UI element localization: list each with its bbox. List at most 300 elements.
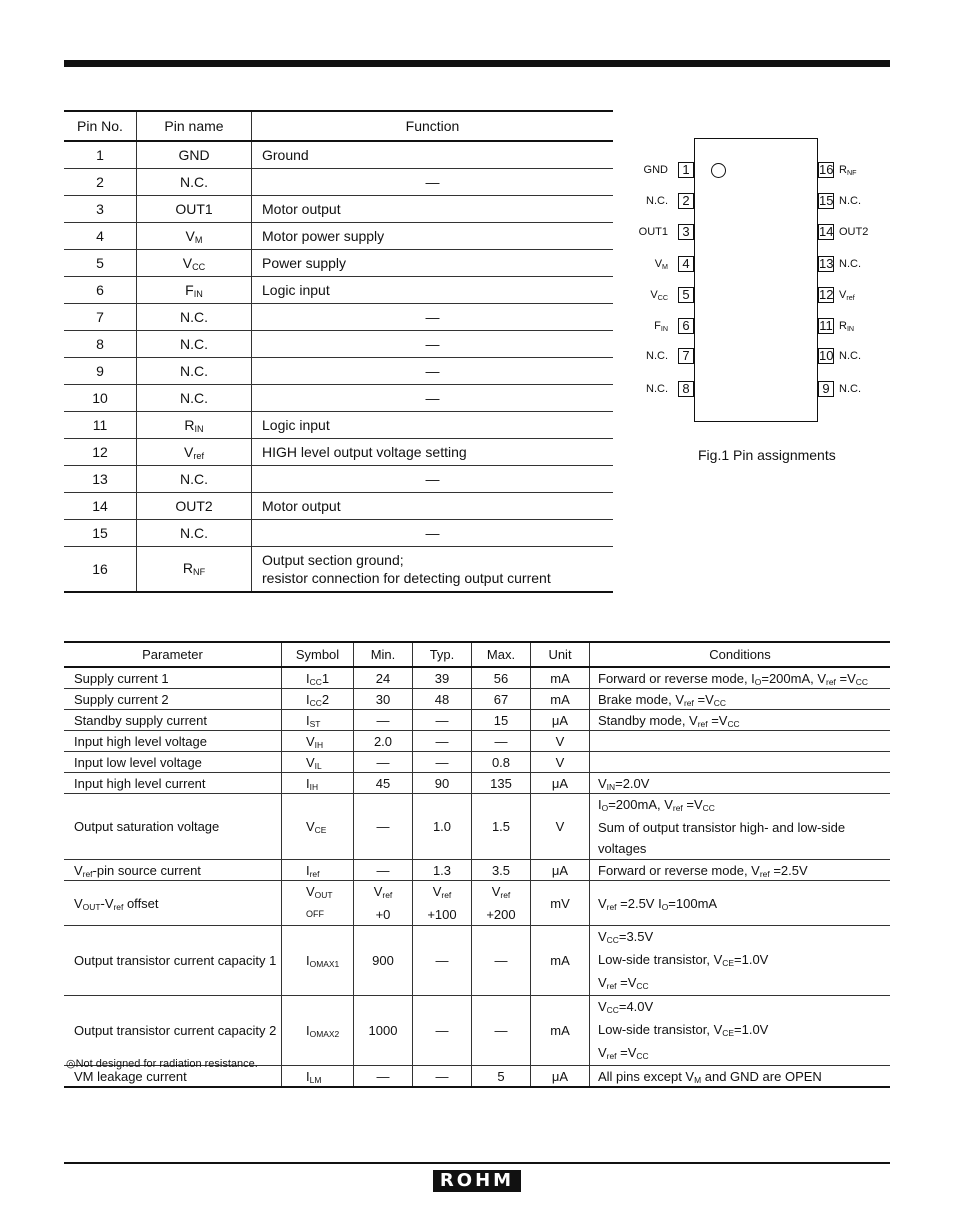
pin-row <box>64 277 613 304</box>
unit: μA <box>531 773 590 794</box>
pin-number-box: 5 <box>678 287 694 303</box>
pin-number: 10 <box>64 385 137 412</box>
bottom-rule <box>64 1162 890 1164</box>
rohm-logo: ROHM <box>433 1170 521 1192</box>
condition-line <box>598 949 890 972</box>
unit: V <box>531 752 590 773</box>
conditions <box>590 731 891 752</box>
condition-line <box>598 1069 822 1084</box>
symbol-sym-main: I <box>306 691 310 707</box>
conditions <box>590 752 891 773</box>
elec-row <box>64 860 890 881</box>
header-symbol: Symbol <box>282 642 354 667</box>
param-param-main: V <box>74 862 83 878</box>
condition-cond-l3-sub: ref <box>606 1051 617 1061</box>
value-min: 2.0 <box>354 731 413 752</box>
value-typ: — <box>413 731 472 752</box>
param-name <box>64 860 282 881</box>
pin-label-label-main: R <box>839 164 847 176</box>
pin-function: Motor output <box>252 493 614 520</box>
condition-cond: Forward or reverse mode, I <box>598 670 755 686</box>
pin-label-label-sub: M <box>662 263 668 271</box>
pin-number: 16 <box>92 561 108 577</box>
header-function: Function <box>252 111 614 141</box>
value-min: 1000 <box>354 996 413 1066</box>
max-line2: +200 <box>486 907 516 922</box>
pin-name-name-sub: CC <box>192 262 206 272</box>
symbol <box>282 926 354 996</box>
condition-cond-tail2: =100mA <box>668 895 718 911</box>
pin-name: GND <box>137 141 252 169</box>
pin-name: N.C. <box>137 169 252 196</box>
param-param-sub: ref <box>82 868 93 879</box>
pin-name-name-sub: NF <box>193 567 206 577</box>
condition-cond-tail: =2.5V I <box>616 895 662 911</box>
pin-row <box>64 466 613 493</box>
pin-function: Logic input <box>252 277 614 304</box>
pin-label-label-main: V <box>839 289 847 301</box>
symbol <box>282 1066 354 1088</box>
header-unit: Unit <box>531 642 590 667</box>
elec-table-header <box>64 642 890 667</box>
param-param-sub2: ref <box>113 901 124 912</box>
value-max: 5 <box>472 1066 531 1088</box>
pin-function: — <box>252 466 614 493</box>
pin-row <box>64 196 613 223</box>
pin-label-label-main: R <box>839 320 847 332</box>
symbol-sym-sub: CC <box>309 697 322 708</box>
conditions <box>590 881 891 926</box>
pin-label: OUT2 <box>839 226 869 238</box>
pin-label: N.C. <box>646 350 668 362</box>
param-name: VM leakage current <box>74 1068 187 1084</box>
pin-label-label-main: V <box>654 258 663 270</box>
header-conditions: Conditions <box>590 642 891 667</box>
symbol <box>282 881 354 926</box>
condition-cond-l1-sub: CC <box>606 935 619 945</box>
param-name: Output saturation voltage <box>64 794 282 860</box>
pin-row <box>64 358 613 385</box>
value-min: 30 <box>354 689 413 710</box>
min-line2: +0 <box>375 907 391 922</box>
elec-row <box>64 773 890 794</box>
symbol <box>282 667 354 689</box>
condition-cond-sub3: CC <box>855 676 868 687</box>
pin-number-box: 7 <box>678 348 694 364</box>
electrical-characteristics-table <box>64 641 890 1088</box>
pin-name: N.C. <box>137 385 252 412</box>
pin-number-box: 2 <box>678 193 694 209</box>
pin-function <box>252 547 614 593</box>
conditions <box>590 996 891 1066</box>
pin-number-box: 16 <box>819 162 834 177</box>
pin-name <box>137 250 252 277</box>
condition-cond-sub3: CC <box>702 803 715 813</box>
unit: μA <box>531 710 590 731</box>
pin-number-box: 13 <box>819 256 834 271</box>
unit: μA <box>531 860 590 881</box>
pin-label <box>608 319 668 334</box>
symbol-sym-sub: IH <box>314 739 324 750</box>
symbol <box>282 752 354 773</box>
pin-name <box>137 223 252 250</box>
symbol <box>282 996 354 1066</box>
condition-cond-tail: =V <box>707 712 728 728</box>
pin-number: 12 <box>64 439 137 466</box>
typ-typ-main: V <box>432 884 442 899</box>
condition-cond: I <box>598 797 602 812</box>
symbol <box>282 860 354 881</box>
value-typ: 39 <box>413 667 472 689</box>
condition-cond-tail: =2.5V <box>769 862 808 878</box>
param-param-tail2: offset <box>123 895 159 911</box>
pin-row <box>64 520 613 547</box>
elec-row <box>64 794 890 860</box>
condition-cond-sub2: ref <box>826 676 836 687</box>
top-rule <box>64 60 890 67</box>
pin-function: Logic input <box>252 412 614 439</box>
pin-label <box>608 288 668 303</box>
pin-function: — <box>252 385 614 412</box>
value-min <box>354 881 413 926</box>
pin-number: 15 <box>64 520 137 547</box>
value-min: — <box>354 860 413 881</box>
value-max: 3.5 <box>472 860 531 881</box>
param-name: Supply current 2 <box>64 689 282 710</box>
condition-cond-sub: O <box>754 676 762 687</box>
unit: V <box>531 794 590 860</box>
pin-function: — <box>252 331 614 358</box>
symbol-sym-main: V <box>306 733 315 749</box>
pin-name-name-main: F <box>185 282 194 298</box>
condition-line2: Sum of output transistor high- and low-side voltages <box>598 820 846 856</box>
value-min: — <box>354 752 413 773</box>
unit: V <box>531 731 590 752</box>
param-param-main: V <box>74 895 83 911</box>
value-min: 900 <box>354 926 413 996</box>
value-typ: — <box>413 996 472 1066</box>
conditions <box>590 794 891 860</box>
pin-name-name-main: R <box>182 560 193 576</box>
value-max: 0.8 <box>472 752 531 773</box>
symbol <box>282 794 354 860</box>
pin-label-label-main: V <box>650 289 658 301</box>
value-max: — <box>472 996 531 1066</box>
value-min: — <box>354 710 413 731</box>
symbol-sym-main: I <box>306 953 310 968</box>
pin-number-box: 14 <box>819 224 834 239</box>
condition-cond-l3-sub: ref <box>606 981 617 991</box>
symbol-sym-main: V <box>306 754 315 770</box>
pin-label <box>608 257 668 272</box>
value-max: 135 <box>472 773 531 794</box>
condition-cond-tail: =V <box>693 691 714 707</box>
pin-label-label-sub: NF <box>846 169 857 177</box>
symbol-sym-sub: CC <box>309 676 322 687</box>
conditions <box>590 1066 891 1088</box>
pin-name-name-sub: IN <box>193 289 203 299</box>
param-name: Input low level voltage <box>64 752 282 773</box>
pin-name <box>137 412 252 439</box>
elec-row <box>64 926 890 996</box>
pin-number-box: 1 <box>678 162 694 178</box>
min-min-sub: ref <box>382 890 393 900</box>
pin-function: Ground <box>252 141 614 169</box>
value-min: 24 <box>354 667 413 689</box>
max-line1 <box>472 881 530 904</box>
pin-name <box>137 547 252 593</box>
param-param-tail: -V <box>100 895 114 911</box>
value-max: — <box>472 926 531 996</box>
pin-name: N.C. <box>137 466 252 493</box>
pin-row <box>64 141 613 169</box>
condition-cond-l2-sub: CE <box>722 958 735 968</box>
condition-line <box>598 671 868 686</box>
condition-line <box>598 713 740 728</box>
pin-row <box>64 412 613 439</box>
pin-number: 7 <box>64 304 137 331</box>
param-name: Supply current 1 <box>64 667 282 689</box>
symbol <box>282 731 354 752</box>
value-max <box>472 881 531 926</box>
max-max-main: V <box>491 884 501 899</box>
condition-line <box>598 896 717 911</box>
condition-line <box>598 692 726 707</box>
pin-name <box>137 277 252 304</box>
symbol-sym-main: I <box>306 1068 310 1084</box>
condition-cond-sub: M <box>694 1074 702 1085</box>
condition-line <box>598 996 890 1019</box>
value-max: 1.5 <box>472 794 531 860</box>
pin-number: 6 <box>64 277 137 304</box>
pin-label-label-sub: IN <box>846 325 855 333</box>
condition-cond-tail: =2.0V <box>615 775 650 791</box>
typ-line1 <box>413 881 471 904</box>
pin-row <box>64 547 613 593</box>
symbol-sym-main: I <box>306 1023 310 1038</box>
param-param-sub: OUT <box>82 901 101 912</box>
pin-name-name-sub: IN <box>194 424 204 434</box>
condition-cond-sub2: ref <box>672 803 683 813</box>
condition-cond-sub: ref <box>759 868 770 879</box>
symbol-sym-sub: LM <box>309 1074 322 1085</box>
condition-cond-l1-tail: =3.5V <box>618 929 654 944</box>
condition-cond-l3-main: V <box>598 1045 607 1060</box>
condition-cond-l2-sub: CE <box>722 1028 735 1038</box>
pin-label <box>839 163 856 178</box>
pin-label-label-sub: ref <box>846 294 855 302</box>
value-typ: — <box>413 752 472 773</box>
pin-number-box: 3 <box>678 224 694 240</box>
pin-name: N.C. <box>137 358 252 385</box>
unit: mA <box>531 689 590 710</box>
min-line1 <box>354 881 412 904</box>
condition-cond: All pins except V <box>598 1068 695 1084</box>
pin-label: OUT1 <box>638 226 668 238</box>
header-min: Min. <box>354 642 413 667</box>
unit: mV <box>531 881 590 926</box>
value-typ: — <box>413 926 472 996</box>
pin-name-name-main: V <box>182 255 193 271</box>
pin-number: 9 <box>64 358 137 385</box>
conditions <box>590 689 891 710</box>
pin-number: 5 <box>64 250 137 277</box>
condition-cond-l2-main: Low-side transistor, V <box>598 952 723 967</box>
pin-number: 3 <box>64 196 137 223</box>
condition-cond-sub2: CC <box>713 697 726 708</box>
condition-line <box>598 776 649 791</box>
symbol-line2: OFF <box>306 909 324 919</box>
condition-cond-l3-sub2: CC <box>636 981 649 991</box>
pin-number: 11 <box>64 412 137 439</box>
value-max: — <box>472 731 531 752</box>
pin-name: N.C. <box>137 520 252 547</box>
unit: mA <box>531 667 590 689</box>
elec-row <box>64 881 890 926</box>
pin-row <box>64 169 613 196</box>
value-typ: 1.3 <box>413 860 472 881</box>
condition-cond: V <box>598 895 607 911</box>
pin-number-box: 8 <box>678 381 694 397</box>
pin-label-label-sub: CC <box>657 294 668 302</box>
elec-row <box>64 710 890 731</box>
condition-cond: V <box>598 775 607 791</box>
condition-cond-l2-tail: =1.0V <box>734 1022 769 1037</box>
condition-line <box>598 863 808 878</box>
pin1-index-mark <box>711 163 726 178</box>
condition-line <box>598 926 890 949</box>
pin-row <box>64 223 613 250</box>
param-name: Input high level current <box>64 773 282 794</box>
header-parameter: Parameter <box>64 642 282 667</box>
symbol-sym-sub: ST <box>309 718 321 729</box>
pin-label: GND <box>643 164 668 176</box>
pin-name-name-sub: M <box>194 235 203 245</box>
symbol-sym-main: I <box>306 670 310 686</box>
elec-row <box>64 731 890 752</box>
pin-number: 13 <box>64 466 137 493</box>
pin-label: N.C. <box>839 258 861 270</box>
pin-name: OUT1 <box>137 196 252 223</box>
pin-number: 1 <box>64 141 137 169</box>
param-name: Output transistor current capacity 2 <box>64 996 282 1066</box>
value-typ: — <box>413 1066 472 1088</box>
pin-function: — <box>252 169 614 196</box>
conditions <box>590 667 891 689</box>
condition-cond: Brake mode, V <box>598 691 684 707</box>
value-typ: 1.0 <box>413 794 472 860</box>
param-name: Output transistor current capacity 1 <box>64 926 282 996</box>
pin-label-label-sub: IN <box>660 325 668 333</box>
value-max: 56 <box>472 667 531 689</box>
symbol <box>282 689 354 710</box>
condition-cond-sub: IN <box>606 781 616 792</box>
pin-number: 4 <box>64 223 137 250</box>
pin-label: N.C. <box>839 350 861 362</box>
symbol-sym-main: V <box>306 819 315 834</box>
pin-label: N.C. <box>646 383 668 395</box>
pin-name: N.C. <box>137 331 252 358</box>
pin-label-label-main: F <box>654 320 661 332</box>
condition-cond-tail: =200mA, V <box>608 797 673 812</box>
pin-label: N.C. <box>646 195 668 207</box>
value-typ <box>413 881 472 926</box>
condition-cond-tail: and GND are OPEN <box>701 1068 822 1084</box>
param-name: Input high level voltage <box>64 731 282 752</box>
pin-number-box: 10 <box>819 348 834 363</box>
pin-name: N.C. <box>137 304 252 331</box>
condition-cond-l2-tail: =1.0V <box>734 952 769 967</box>
symbol-sym-main: I <box>306 862 310 878</box>
ic-package-outline <box>694 138 818 422</box>
pin-label: N.C. <box>839 195 861 207</box>
conditions <box>590 710 891 731</box>
pin-number: 2 <box>64 169 137 196</box>
typ-line2: +100 <box>427 907 457 922</box>
elec-row <box>64 667 890 689</box>
pin-row <box>64 250 613 277</box>
value-min: 45 <box>354 773 413 794</box>
pin-name-name-main: V <box>184 444 194 460</box>
pin-name-name-sub: ref <box>193 451 204 461</box>
condition-cond-l1-main: V <box>598 929 607 944</box>
symbol-sym-sub: CE <box>314 825 327 835</box>
symbol-sym-tail: 1 <box>321 670 330 686</box>
symbol <box>282 773 354 794</box>
condition-cond-tail2: =V <box>682 797 703 812</box>
param-param-tail: -pin source current <box>92 862 201 878</box>
pin-number-box: 15 <box>819 193 834 208</box>
pin-function: — <box>252 520 614 547</box>
elec-row <box>64 996 890 1066</box>
pin-function: Motor power supply <box>252 223 614 250</box>
pin-number-box: 11 <box>819 318 833 333</box>
condition-cond-sub2: CC <box>727 718 740 729</box>
figure-caption: Fig.1 Pin assignments <box>698 447 836 463</box>
pin-row <box>64 439 613 466</box>
value-max: 15 <box>472 710 531 731</box>
symbol-line1 <box>306 881 353 904</box>
pin-name-name-main: V <box>185 228 195 244</box>
pin-function-line1: Output section ground; <box>262 552 404 568</box>
pin-function: Motor output <box>252 196 614 223</box>
value-typ: 48 <box>413 689 472 710</box>
pin-label <box>839 319 854 334</box>
symbol-sym-sub: OUT <box>314 890 333 900</box>
value-typ: — <box>413 710 472 731</box>
condition-cond-l1-tail: =4.0V <box>618 999 654 1014</box>
pin-row <box>64 385 613 412</box>
pin-function: HIGH level output voltage setting <box>252 439 614 466</box>
condition-cond-l1-main: V <box>598 999 607 1014</box>
condition-line <box>598 794 890 817</box>
pin-number-box: 6 <box>678 318 694 334</box>
value-min: — <box>354 794 413 860</box>
condition-cond-tail2: =V <box>835 670 856 686</box>
condition-cond-l3-tail: =V <box>616 975 637 990</box>
pin-number: 14 <box>64 493 137 520</box>
condition-cond-l2-main: Low-side transistor, V <box>598 1022 723 1037</box>
symbol-sym-main: I <box>306 775 310 791</box>
symbol-sym-main: I <box>306 712 310 728</box>
symbol-sym-tail: 2 <box>321 691 330 707</box>
condition-cond-sub: ref <box>606 901 617 912</box>
condition-line <box>598 1019 890 1042</box>
unit: μA <box>531 1066 590 1088</box>
symbol-sym-main: V <box>306 884 315 899</box>
footnote: ◎Not designed for radiation resistance. <box>66 1058 258 1070</box>
value-max: 67 <box>472 689 531 710</box>
